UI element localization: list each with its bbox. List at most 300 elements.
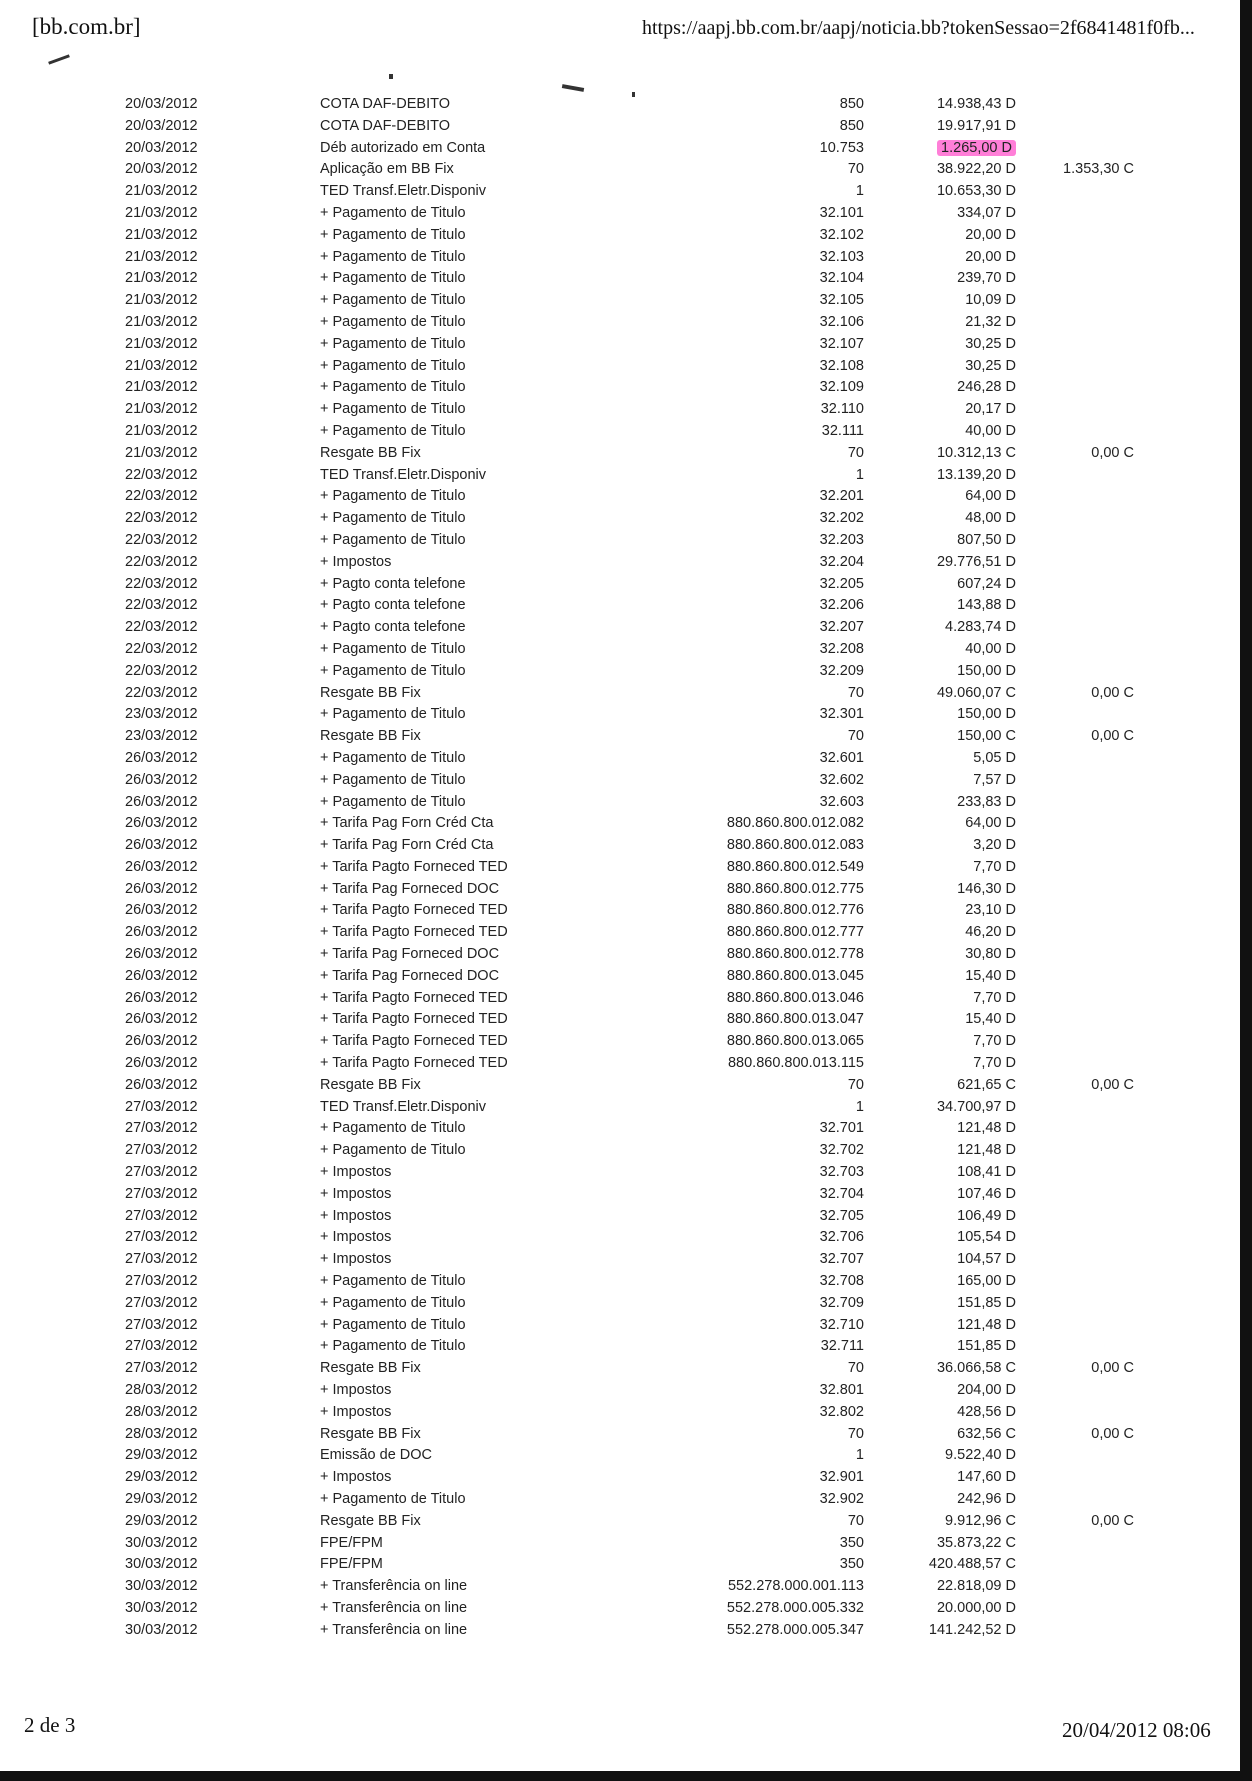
row-document: 32.101 bbox=[819, 204, 864, 221]
row-description: + Pagamento de Titulo bbox=[320, 1273, 466, 1290]
row-document: 32.703 bbox=[819, 1164, 864, 1181]
row-value: 420.488,57 C bbox=[928, 1556, 1016, 1573]
row-value: 19.917,91 D bbox=[936, 117, 1016, 134]
row-value: 46,20 D bbox=[965, 924, 1016, 941]
table-row bbox=[0, 138, 1240, 160]
row-description: + Pagamento de Titulo bbox=[320, 1120, 466, 1137]
table-row bbox=[0, 661, 1240, 683]
row-document: 32.103 bbox=[819, 248, 864, 265]
row-value: 48,00 D bbox=[965, 510, 1016, 527]
row-document: 32.204 bbox=[819, 553, 864, 570]
row-description: + Tarifa Pagto Forneced TED bbox=[320, 924, 508, 941]
row-document: 32.710 bbox=[819, 1316, 864, 1333]
row-description: FPE/FPM bbox=[320, 1556, 383, 1573]
row-description: + Pagamento de Titulo bbox=[320, 1294, 466, 1311]
row-date: 21/03/2012 bbox=[125, 444, 198, 461]
table-row bbox=[0, 1533, 1240, 1555]
row-value: 13.139,20 D bbox=[936, 466, 1016, 483]
row-date: 30/03/2012 bbox=[125, 1556, 198, 1573]
row-document: 880.860.800.013.047 bbox=[726, 1011, 864, 1028]
row-date: 22/03/2012 bbox=[125, 510, 198, 527]
row-description: + Pagamento de Titulo bbox=[320, 313, 466, 330]
table-row bbox=[0, 1489, 1240, 1511]
row-description: COTA DAF-DEBITO bbox=[320, 96, 450, 112]
row-value: 807,50 D bbox=[957, 531, 1016, 548]
row-value: 30,25 D bbox=[965, 357, 1016, 374]
table-row bbox=[0, 900, 1240, 922]
row-value: 10.312,13 C bbox=[936, 444, 1016, 461]
row-date: 23/03/2012 bbox=[125, 706, 198, 723]
row-description: + Pagamento de Titulo bbox=[320, 488, 466, 505]
row-date: 21/03/2012 bbox=[125, 313, 198, 330]
row-description: + Tarifa Pag Forneced DOC bbox=[320, 946, 500, 963]
row-date: 20/03/2012 bbox=[125, 161, 198, 178]
row-value: 15,40 D bbox=[965, 967, 1016, 984]
row-date: 26/03/2012 bbox=[125, 967, 198, 984]
row-date: 22/03/2012 bbox=[125, 619, 198, 636]
table-row bbox=[0, 399, 1240, 421]
table-row bbox=[0, 944, 1240, 966]
row-value: 147,60 D bbox=[957, 1469, 1016, 1486]
row-description: Resgate BB Fix bbox=[320, 1512, 421, 1529]
row-date: 22/03/2012 bbox=[125, 597, 198, 614]
row-value: 107,46 D bbox=[957, 1185, 1016, 1202]
row-value: 40,00 D bbox=[965, 422, 1016, 439]
table-row bbox=[0, 290, 1240, 312]
table-row bbox=[0, 966, 1240, 988]
row-document: 70 bbox=[847, 728, 864, 745]
row-description: + Impostos bbox=[320, 1469, 392, 1486]
table-row bbox=[0, 683, 1240, 705]
row-description: + Tarifa Pagto Forneced TED bbox=[320, 1011, 508, 1028]
row-description: + Impostos bbox=[320, 1185, 392, 1202]
site-label: [bb.com.br] bbox=[32, 14, 141, 39]
row-document: 32.106 bbox=[819, 313, 864, 330]
row-description: + Pagamento de Titulo bbox=[320, 706, 466, 723]
row-description: + Pagamento de Titulo bbox=[320, 335, 466, 352]
table-row bbox=[0, 595, 1240, 617]
row-document: 32.110 bbox=[820, 401, 864, 418]
table-row bbox=[0, 1162, 1240, 1184]
row-date: 22/03/2012 bbox=[125, 553, 198, 570]
page-counter: 2 de 3 bbox=[24, 1713, 76, 1737]
row-date: 27/03/2012 bbox=[125, 1273, 198, 1290]
row-value: 22.818,09 D bbox=[936, 1578, 1016, 1595]
row-description: + Pagamento de Titulo bbox=[320, 793, 466, 810]
row-date: 27/03/2012 bbox=[125, 1098, 198, 1115]
page-url: https://aapj.bb.com.br/aapj/noticia.bb?tokenSessao=2f6841481f0fb... bbox=[642, 17, 1195, 39]
row-value: 29.776,51 D bbox=[936, 553, 1016, 570]
row-description: + Tarifa Pag Forneced DOC bbox=[320, 967, 500, 984]
row-date: 21/03/2012 bbox=[125, 270, 198, 287]
row-date: 27/03/2012 bbox=[125, 1316, 198, 1333]
row-date: 27/03/2012 bbox=[125, 1120, 198, 1137]
row-date: 28/03/2012 bbox=[125, 1382, 198, 1399]
row-value: 20.000,00 D bbox=[936, 1599, 1016, 1616]
row-description: + Impostos bbox=[320, 1164, 392, 1181]
row-description: + Tarifa Pagto Forneced TED bbox=[320, 1055, 508, 1072]
row-balance: 0,00 C bbox=[1091, 684, 1134, 701]
row-balance: 0,00 C bbox=[1091, 1360, 1134, 1377]
row-document: 32.208 bbox=[819, 640, 864, 657]
row-date: 20/03/2012 bbox=[125, 117, 198, 134]
row-description: + Impostos bbox=[320, 1207, 392, 1224]
row-document: 32.201 bbox=[819, 488, 864, 505]
row-document: 70 bbox=[847, 1512, 864, 1529]
table-row bbox=[0, 116, 1240, 138]
table-row bbox=[0, 1424, 1240, 1446]
row-date: 26/03/2012 bbox=[125, 771, 198, 788]
scan-speck bbox=[389, 74, 393, 79]
row-document: 32.108 bbox=[819, 357, 864, 374]
table-row bbox=[0, 639, 1240, 661]
row-date: 21/03/2012 bbox=[125, 422, 198, 439]
table-row bbox=[0, 225, 1240, 247]
row-document: 32.205 bbox=[819, 575, 864, 592]
row-value: 121,48 D bbox=[957, 1316, 1016, 1333]
row-description: + Pagto conta telefone bbox=[320, 597, 466, 614]
row-date: 21/03/2012 bbox=[125, 357, 198, 374]
row-date: 26/03/2012 bbox=[125, 1011, 198, 1028]
row-date: 22/03/2012 bbox=[125, 684, 198, 701]
row-description: Resgate BB Fix bbox=[320, 1076, 421, 1093]
row-description: Emissão de DOC bbox=[320, 1447, 433, 1464]
row-date: 27/03/2012 bbox=[125, 1207, 198, 1224]
table-row bbox=[0, 486, 1240, 508]
row-document: 32.802 bbox=[819, 1403, 864, 1420]
row-description: + Pagamento de Titulo bbox=[320, 204, 466, 221]
row-document: 10.753 bbox=[819, 139, 864, 156]
row-value: 20,17 D bbox=[965, 401, 1016, 418]
row-value: 10,09 D bbox=[965, 292, 1016, 309]
scan-border-right bbox=[1240, 0, 1252, 1781]
row-value: 150,00 D bbox=[957, 706, 1016, 723]
row-description: + Impostos bbox=[320, 1382, 392, 1399]
row-date: 27/03/2012 bbox=[125, 1338, 198, 1355]
row-value: 7,70 D bbox=[973, 989, 1016, 1006]
row-value: 20,00 D bbox=[965, 248, 1016, 265]
row-value: 64,00 D bbox=[965, 488, 1016, 505]
table-row bbox=[0, 1271, 1240, 1293]
row-value: 150,00 D bbox=[957, 662, 1016, 679]
row-value: 233,83 D bbox=[957, 793, 1016, 810]
row-description: + Transferência on line bbox=[320, 1578, 468, 1595]
table-row bbox=[0, 1358, 1240, 1380]
row-date: 29/03/2012 bbox=[125, 1491, 198, 1507]
row-value: 104,57 D bbox=[957, 1251, 1016, 1268]
row-date: 27/03/2012 bbox=[125, 1360, 198, 1377]
row-balance: 0,00 C bbox=[1091, 1512, 1134, 1529]
row-value: 105,54 D bbox=[957, 1229, 1016, 1246]
row-document: 32.301 bbox=[819, 706, 864, 723]
row-document: 70 bbox=[847, 684, 864, 701]
row-document: 880.860.800.012.776 bbox=[726, 902, 864, 919]
row-date: 26/03/2012 bbox=[125, 880, 198, 897]
row-value: 5,05 D bbox=[973, 749, 1016, 766]
table-row bbox=[0, 377, 1240, 399]
row-value: 4.283,74 D bbox=[945, 619, 1016, 636]
row-value: 23,10 D bbox=[965, 902, 1016, 919]
row-date: 23/03/2012 bbox=[125, 728, 198, 745]
table-row bbox=[0, 1620, 1240, 1642]
row-document: 32.203 bbox=[819, 531, 864, 548]
row-value: 21,32 D bbox=[965, 313, 1016, 330]
row-document: 70 bbox=[847, 444, 864, 461]
row-date: 26/03/2012 bbox=[125, 749, 198, 766]
row-document: 32.704 bbox=[819, 1185, 864, 1202]
table-row bbox=[0, 159, 1240, 181]
row-value: 38.922,20 D bbox=[936, 161, 1016, 178]
row-description: Aplicação em BB Fix bbox=[320, 161, 454, 178]
row-date: 30/03/2012 bbox=[125, 1599, 198, 1616]
row-date: 20/03/2012 bbox=[125, 96, 198, 112]
row-document: 32.706 bbox=[819, 1229, 864, 1246]
row-date: 22/03/2012 bbox=[125, 662, 198, 679]
row-value: 141.242,52 D bbox=[928, 1621, 1016, 1638]
row-value: 30,80 D bbox=[965, 946, 1016, 963]
row-date: 26/03/2012 bbox=[125, 902, 198, 919]
row-value: 14.938,43 D bbox=[936, 96, 1016, 112]
print-datetime: 20/04/2012 08:06 bbox=[1062, 1718, 1211, 1742]
row-description: + Pagamento de Titulo bbox=[320, 1316, 466, 1333]
row-description: + Pagamento de Titulo bbox=[320, 379, 466, 396]
table-row bbox=[0, 1140, 1240, 1162]
table-row bbox=[0, 1576, 1240, 1598]
row-date: 26/03/2012 bbox=[125, 1033, 198, 1050]
table-row bbox=[0, 1184, 1240, 1206]
row-description: + Pagamento de Titulo bbox=[320, 422, 466, 439]
row-document: 880.860.800.012.777 bbox=[726, 924, 864, 941]
row-document: 880.860.800.013.065 bbox=[726, 1033, 864, 1050]
table-row bbox=[0, 857, 1240, 879]
row-document: 70 bbox=[847, 1076, 864, 1093]
row-document: 32.902 bbox=[819, 1491, 864, 1507]
row-date: 30/03/2012 bbox=[125, 1534, 198, 1551]
row-date: 22/03/2012 bbox=[125, 640, 198, 657]
row-value: 121,48 D bbox=[957, 1142, 1016, 1159]
table-row bbox=[0, 181, 1240, 203]
table-row bbox=[0, 203, 1240, 225]
row-description: Resgate BB Fix bbox=[320, 1425, 421, 1442]
row-description: TED Transf.Eletr.Disponiv bbox=[320, 466, 486, 483]
table-row bbox=[0, 1315, 1240, 1337]
row-document: 32.209 bbox=[819, 662, 864, 679]
row-value: 9.522,40 D bbox=[945, 1447, 1016, 1464]
row-document: 32.709 bbox=[819, 1294, 864, 1311]
row-date: 21/03/2012 bbox=[125, 292, 198, 309]
row-balance: 0,00 C bbox=[1091, 1425, 1134, 1442]
row-description: + Tarifa Pagto Forneced TED bbox=[320, 1033, 508, 1050]
row-value: 121,48 D bbox=[957, 1120, 1016, 1137]
table-row bbox=[0, 1206, 1240, 1228]
row-value: 40,00 D bbox=[965, 640, 1016, 657]
row-value: 165,00 D bbox=[957, 1273, 1016, 1290]
row-value: 146,30 D bbox=[957, 880, 1016, 897]
row-document: 880.860.800.012.083 bbox=[726, 837, 864, 854]
table-row bbox=[0, 465, 1240, 487]
row-document: 350 bbox=[839, 1534, 864, 1551]
row-description: Resgate BB Fix bbox=[320, 1360, 421, 1377]
row-value bbox=[880, 138, 1016, 160]
table-row bbox=[0, 1249, 1240, 1271]
row-document: 32.104 bbox=[819, 270, 864, 287]
row-document: 32.601 bbox=[819, 749, 864, 766]
row-value: 64,00 D bbox=[965, 815, 1016, 832]
table-row bbox=[0, 1031, 1240, 1053]
row-value: 10.653,30 D bbox=[936, 183, 1016, 200]
row-date: 29/03/2012 bbox=[125, 1469, 198, 1486]
row-document: 880.860.800.013.046 bbox=[726, 989, 864, 1006]
table-row bbox=[0, 421, 1240, 443]
table-row bbox=[0, 1075, 1240, 1097]
table-row bbox=[0, 1511, 1240, 1533]
table-row bbox=[0, 443, 1240, 465]
row-document: 32.603 bbox=[819, 793, 864, 810]
row-document: 850 bbox=[839, 96, 864, 112]
row-document: 552.278.000.001.113 bbox=[727, 1578, 864, 1595]
row-description: + Pagamento de Titulo bbox=[320, 357, 466, 374]
table-row bbox=[0, 922, 1240, 944]
row-document: 880.860.800.013.115 bbox=[727, 1055, 864, 1072]
row-description: + Tarifa Pagto Forneced TED bbox=[320, 989, 508, 1006]
table-row bbox=[0, 813, 1240, 835]
row-date: 22/03/2012 bbox=[125, 488, 198, 505]
row-document: 32.711 bbox=[820, 1338, 864, 1355]
row-description: + Pagamento de Titulo bbox=[320, 531, 466, 548]
row-date: 27/03/2012 bbox=[125, 1164, 198, 1181]
row-value: 20,00 D bbox=[965, 226, 1016, 243]
row-date: 28/03/2012 bbox=[125, 1403, 198, 1420]
row-document: 32.705 bbox=[819, 1207, 864, 1224]
row-date: 22/03/2012 bbox=[125, 466, 198, 483]
table-row bbox=[0, 552, 1240, 574]
row-value: 204,00 D bbox=[957, 1382, 1016, 1399]
row-value: 428,56 D bbox=[957, 1403, 1016, 1420]
statement-table bbox=[0, 94, 1240, 1642]
row-date: 26/03/2012 bbox=[125, 858, 198, 875]
row-date: 29/03/2012 bbox=[125, 1512, 198, 1529]
row-document: 32.701 bbox=[819, 1120, 864, 1137]
row-value: 150,00 C bbox=[957, 728, 1016, 745]
row-document: 1 bbox=[855, 466, 864, 483]
row-description: + Pagamento de Titulo bbox=[320, 401, 466, 418]
row-date: 21/03/2012 bbox=[125, 248, 198, 265]
scan-speck bbox=[48, 54, 70, 64]
table-row bbox=[0, 574, 1240, 596]
row-document: 32.901 bbox=[819, 1469, 864, 1486]
row-value: 7,70 D bbox=[973, 858, 1016, 875]
table-row bbox=[0, 1293, 1240, 1315]
row-description: Resgate BB Fix bbox=[320, 684, 421, 701]
table-row bbox=[0, 1467, 1240, 1489]
row-value: 334,07 D bbox=[957, 204, 1016, 221]
row-value: 49.060,07 C bbox=[936, 684, 1016, 701]
row-document: 32.202 bbox=[819, 510, 864, 527]
row-value: 151,85 D bbox=[957, 1338, 1016, 1355]
row-date: 30/03/2012 bbox=[125, 1578, 198, 1595]
row-description: Resgate BB Fix bbox=[320, 444, 421, 461]
row-description: + Pagto conta telefone bbox=[320, 575, 466, 592]
row-description: + Pagamento de Titulo bbox=[320, 226, 466, 243]
table-row bbox=[0, 530, 1240, 552]
row-document: 32.102 bbox=[819, 226, 864, 243]
row-value: 106,49 D bbox=[957, 1207, 1016, 1224]
row-description: + Pagamento de Titulo bbox=[320, 640, 466, 657]
table-row bbox=[0, 334, 1240, 356]
row-balance: 0,00 C bbox=[1091, 444, 1134, 461]
row-date: 27/03/2012 bbox=[125, 1229, 198, 1246]
row-date: 26/03/2012 bbox=[125, 1055, 198, 1072]
row-value: 7,70 D bbox=[973, 1033, 1016, 1050]
row-value: 7,57 D bbox=[973, 771, 1016, 788]
row-description: + Pagamento de Titulo bbox=[320, 1142, 466, 1159]
table-row bbox=[0, 879, 1240, 901]
row-description: Déb autorizado em Conta bbox=[320, 139, 486, 156]
row-document: 1 bbox=[855, 183, 864, 200]
row-document: 880.860.800.013.045 bbox=[726, 967, 864, 984]
row-value: 246,28 D bbox=[957, 379, 1016, 396]
row-document: 32.105 bbox=[819, 292, 864, 309]
row-description: + Transferência on line bbox=[320, 1621, 468, 1638]
row-description: + Pagto conta telefone bbox=[320, 619, 466, 636]
table-row bbox=[0, 704, 1240, 726]
row-date: 21/03/2012 bbox=[125, 183, 198, 200]
row-value: 9.912,96 C bbox=[945, 1512, 1016, 1529]
row-date: 26/03/2012 bbox=[125, 815, 198, 832]
row-balance: 0,00 C bbox=[1091, 1076, 1134, 1093]
row-document: 1 bbox=[855, 1447, 864, 1464]
row-document: 552.278.000.005.347 bbox=[726, 1621, 864, 1638]
row-date: 21/03/2012 bbox=[125, 401, 198, 418]
row-date: 30/03/2012 bbox=[125, 1621, 198, 1638]
table-row bbox=[0, 94, 1240, 116]
row-document: 70 bbox=[847, 161, 864, 178]
row-date: 21/03/2012 bbox=[125, 335, 198, 352]
row-value: 15,40 D bbox=[965, 1011, 1016, 1028]
row-value: 143,88 D bbox=[957, 597, 1016, 614]
row-document: 880.860.800.012.778 bbox=[726, 946, 864, 963]
row-description: + Transferência on line bbox=[320, 1599, 468, 1616]
row-document: 552.278.000.005.332 bbox=[726, 1599, 864, 1616]
table-row bbox=[0, 1009, 1240, 1031]
row-date: 26/03/2012 bbox=[125, 1076, 198, 1093]
row-description: FPE/FPM bbox=[320, 1534, 383, 1551]
row-value: 151,85 D bbox=[957, 1294, 1016, 1311]
row-document: 880.860.800.012.549 bbox=[726, 858, 864, 875]
row-value: 632,56 C bbox=[957, 1425, 1016, 1442]
table-row bbox=[0, 792, 1240, 814]
row-balance: 1.353,30 C bbox=[1063, 161, 1134, 178]
row-balance: 0,00 C bbox=[1091, 728, 1134, 745]
table-row bbox=[0, 617, 1240, 639]
row-description: + Tarifa Pag Forneced DOC bbox=[320, 880, 500, 897]
scan-speck bbox=[562, 84, 584, 92]
table-row bbox=[0, 1053, 1240, 1075]
row-description: Resgate BB Fix bbox=[320, 728, 421, 745]
row-date: 27/03/2012 bbox=[125, 1142, 198, 1159]
row-document: 32.602 bbox=[819, 771, 864, 788]
row-value: 621,65 C bbox=[957, 1076, 1016, 1093]
row-date: 22/03/2012 bbox=[125, 575, 198, 592]
table-row bbox=[0, 247, 1240, 269]
row-document: 32.111 bbox=[821, 422, 864, 439]
row-document: 32.109 bbox=[819, 379, 864, 396]
row-value: 239,70 D bbox=[957, 270, 1016, 287]
row-document: 32.207 bbox=[819, 619, 864, 636]
scan-border-bottom bbox=[0, 1771, 1252, 1781]
row-description: + Impostos bbox=[320, 553, 392, 570]
row-document: 850 bbox=[839, 117, 864, 134]
